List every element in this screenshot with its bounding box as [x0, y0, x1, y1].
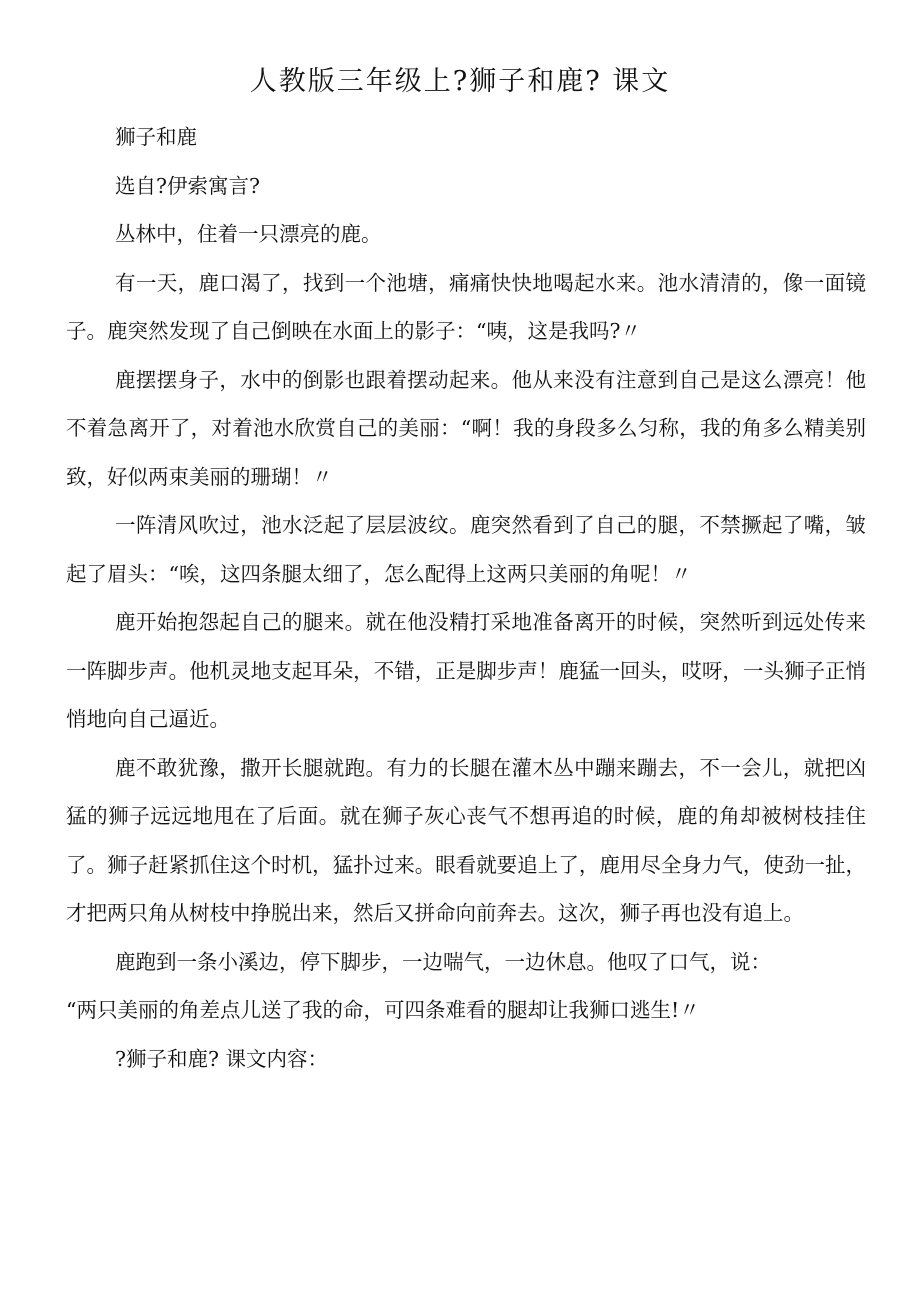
paragraph-1: 丛林中，住着一只漂亮的鹿。 — [115, 222, 382, 246]
paragraph-7: 鹿跑到一条小溪边，停下脚步，一边喘气，一边休息。他叹了口气，说： — [115, 949, 771, 974]
paragraph-7-quote: “两只美丽的角差点儿送了我的命，可四条难看的腿却让我狮口逃生!〃 — [66, 998, 700, 1022]
paragraph-source: 选自?伊索寓言? — [115, 173, 260, 198]
document-body — [66, 113, 866, 1083]
paragraph-4: 一阵清风吹过，池水泛起了层层波纹。鹿突然看到了自己的腿，不禁撅起了嘴，皱起了眉头：“唉，这四条腿太细了，怎么配得上这两只美丽的角呢！〃 — [66, 513, 866, 586]
paragraph-3: 鹿摆摆身子，水中的倒影也跟着摆动起来。他从来没有注意到自己是这么漂亮！他不着急离开了，对着池水欣赏自己的美丽：“啊！我的身段多么匀称，我的角多么精美别致，好似两束美丽的珊瑚！〃 — [66, 367, 866, 489]
paragraph-story-title: 狮子和鹿 — [115, 125, 197, 149]
paragraph-6: 鹿不敢犹豫，撒开长腿就跑。有力的长腿在灌木丛中蹦来蹦去，不一会儿，就把凶猛的狮子远远地甩在了后面。就在狮子灰心丧气不想再追的时候，鹿的角却被树枝挂住了。狮子赶紧抓住这个时机，猛扑过来。眼看就要追上了，鹿用尽全身力气，使劲一扯，才把两只角从树枝中挣脱出来，然后又拼命向前奔去。这次，狮子再也没有追上。 — [66, 755, 866, 925]
document-title: 人教版三年级上?狮子和鹿? 课文 — [249, 66, 671, 97]
paragraph-content-heading: ?狮子和鹿? 课文内容： — [115, 1046, 328, 1071]
paragraph-5: 鹿开始抱怨起自己的腿来。就在他没精打采地准备离开的时候，突然听到远处传来一阵脚步声。他机灵地支起耳朵，不错，正是脚步声！鹿猛一回头，哎呀，一头狮子正悄悄地向自己逼近。 — [66, 610, 866, 731]
paragraph-2: 有一天，鹿口渴了，找到一个池塘，痛痛快快地喝起水来。池水清清的，像一面镜子。鹿突然发现了自己倒映在水面上的影子：“咦，这是我吗?〃 — [66, 270, 866, 343]
